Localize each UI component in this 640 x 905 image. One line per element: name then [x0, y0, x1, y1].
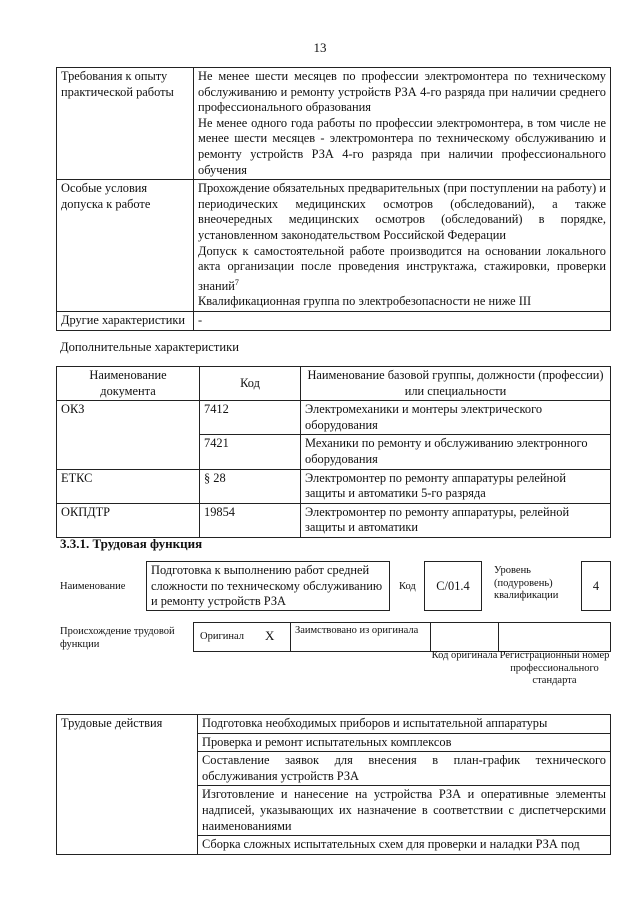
section-heading: 3.3.1. Трудовая функция: [60, 536, 203, 551]
name-cell: Электромонтер по ремонту аппаратуры, релейной защиты и автоматики: [301, 503, 611, 537]
table-row: [57, 312, 611, 331]
labor-action-item: Проверка и ремонт испытательных комплексов: [198, 733, 611, 752]
function-code-box: [424, 561, 482, 611]
labor-action-item: Изготовление и нанесение на устройства РЗА и оперативные элементы надписей, указывающих их назначение в соответствии с диспетчерскими наименованиями: [198, 786, 611, 836]
original-mark: X: [265, 628, 275, 643]
table-row: [57, 715, 611, 734]
paragraph: Не менее одного года работы по профессии электромонтера, в том числе не менее шести месяцев - электромонтера по техническому обслуживанию и ремонту устройств РЗА 4-го разряда при наличии профессионального обучения: [198, 115, 606, 177]
row-label: Требования к опыту практической работы: [57, 68, 194, 180]
table-row: [57, 68, 611, 180]
code-cell: 7412: [200, 401, 301, 435]
reg-number-box: [498, 622, 611, 652]
level-box: [581, 561, 611, 611]
page-number: 13: [313, 40, 327, 55]
paragraph-text: Допуск к самостоятельной работе производится на основании локального акта организации после проведения инструктажа, стажировки, проверки знаний: [198, 243, 606, 293]
original-label: Оригинал: [200, 631, 244, 642]
borrowed-box: [290, 622, 431, 652]
paragraph: Прохождение обязательных предварительных (при поступлении на работу) и периодических медицинских осмотров (обследований), а также внеочередных медицинских осмотров (обследований) в порядке, установленном законодательством Российской Федерации: [198, 181, 606, 242]
name-cell: Электромонтер по ремонту аппаратуры релейной защиты и автоматики 5-го разряда: [301, 469, 611, 503]
header-row: [57, 367, 611, 401]
requirements-table: [56, 67, 611, 331]
footnote-mark: 7: [234, 277, 239, 287]
table-row: [57, 503, 611, 537]
labor-action-item: Составление заявок для внесения в план-график технического обслуживания устройств РЗА: [198, 752, 611, 786]
name-cell: Механики по ремонту и обслуживанию электронного оборудования: [301, 435, 611, 469]
origin-label: Происхождение трудовой функции: [60, 626, 175, 650]
row-label: Особые условия допуска к работе: [57, 180, 194, 312]
original-box: [193, 622, 291, 652]
name-label: Наименование: [60, 581, 126, 592]
function-name-box: [146, 561, 390, 611]
table-row: [57, 401, 611, 435]
paragraph: [198, 244, 606, 295]
origin-code-box: [430, 622, 499, 652]
row-content: [194, 68, 611, 180]
doc-cell: ОКПДТР: [57, 503, 200, 537]
borrowed-label: Заимствовано из оригинала: [295, 625, 419, 636]
function-code: С/01.4: [436, 579, 470, 593]
code-cell: 7421: [200, 435, 301, 469]
additional-characteristics-table: [56, 366, 611, 538]
labor-actions-table: [56, 714, 611, 855]
row-content: -: [194, 312, 611, 331]
paragraph: Не менее шести месяцев по профессии электромонтера по техническому обслуживанию и ремонту устройств РЗА 4-го разряда при наличии среднего профессионального образования: [198, 69, 606, 115]
level-value: 4: [592, 579, 600, 593]
paragraph: Квалификационная группа по электробезопасности не ниже III: [198, 294, 532, 309]
code-label: Код: [399, 581, 416, 592]
row-content: [194, 180, 611, 312]
table-row: [57, 469, 611, 503]
row-label: Трудовые действия: [57, 715, 198, 855]
doc-cell: ЕТКС: [57, 469, 200, 503]
code-cell: 19854: [200, 503, 301, 537]
code-cell: § 28: [200, 469, 301, 503]
origin-code-caption: Код оригинала: [431, 650, 498, 661]
column-header: Код: [200, 367, 301, 401]
level-label: Уровень (подуровень) квалификации: [494, 565, 559, 601]
function-name: Подготовка к выполнению работ средней сложности по техническому обслуживанию и ремонту устройств РЗА: [151, 563, 383, 609]
additional-characteristics-title: Дополнительные характеристики: [60, 340, 239, 354]
labor-action-item: Сборка сложных испытательных схем для проверки и наладки РЗА под: [198, 836, 611, 855]
name-cell: Электромеханики и монтеры электрического оборудования: [301, 401, 611, 435]
doc-cell: ОКЗ: [57, 401, 200, 469]
column-header: Наименование документа: [57, 367, 200, 401]
reg-number-caption: Регистрационный номер профессионального стандарта: [499, 650, 610, 686]
row-label: Другие характеристики: [57, 312, 194, 331]
table-row: [57, 180, 611, 312]
column-header: Наименование базовой группы, должности (профессии) или специальности: [301, 367, 611, 401]
labor-action-item: Подготовка необходимых приборов и испытательной аппаратуры: [198, 715, 611, 734]
